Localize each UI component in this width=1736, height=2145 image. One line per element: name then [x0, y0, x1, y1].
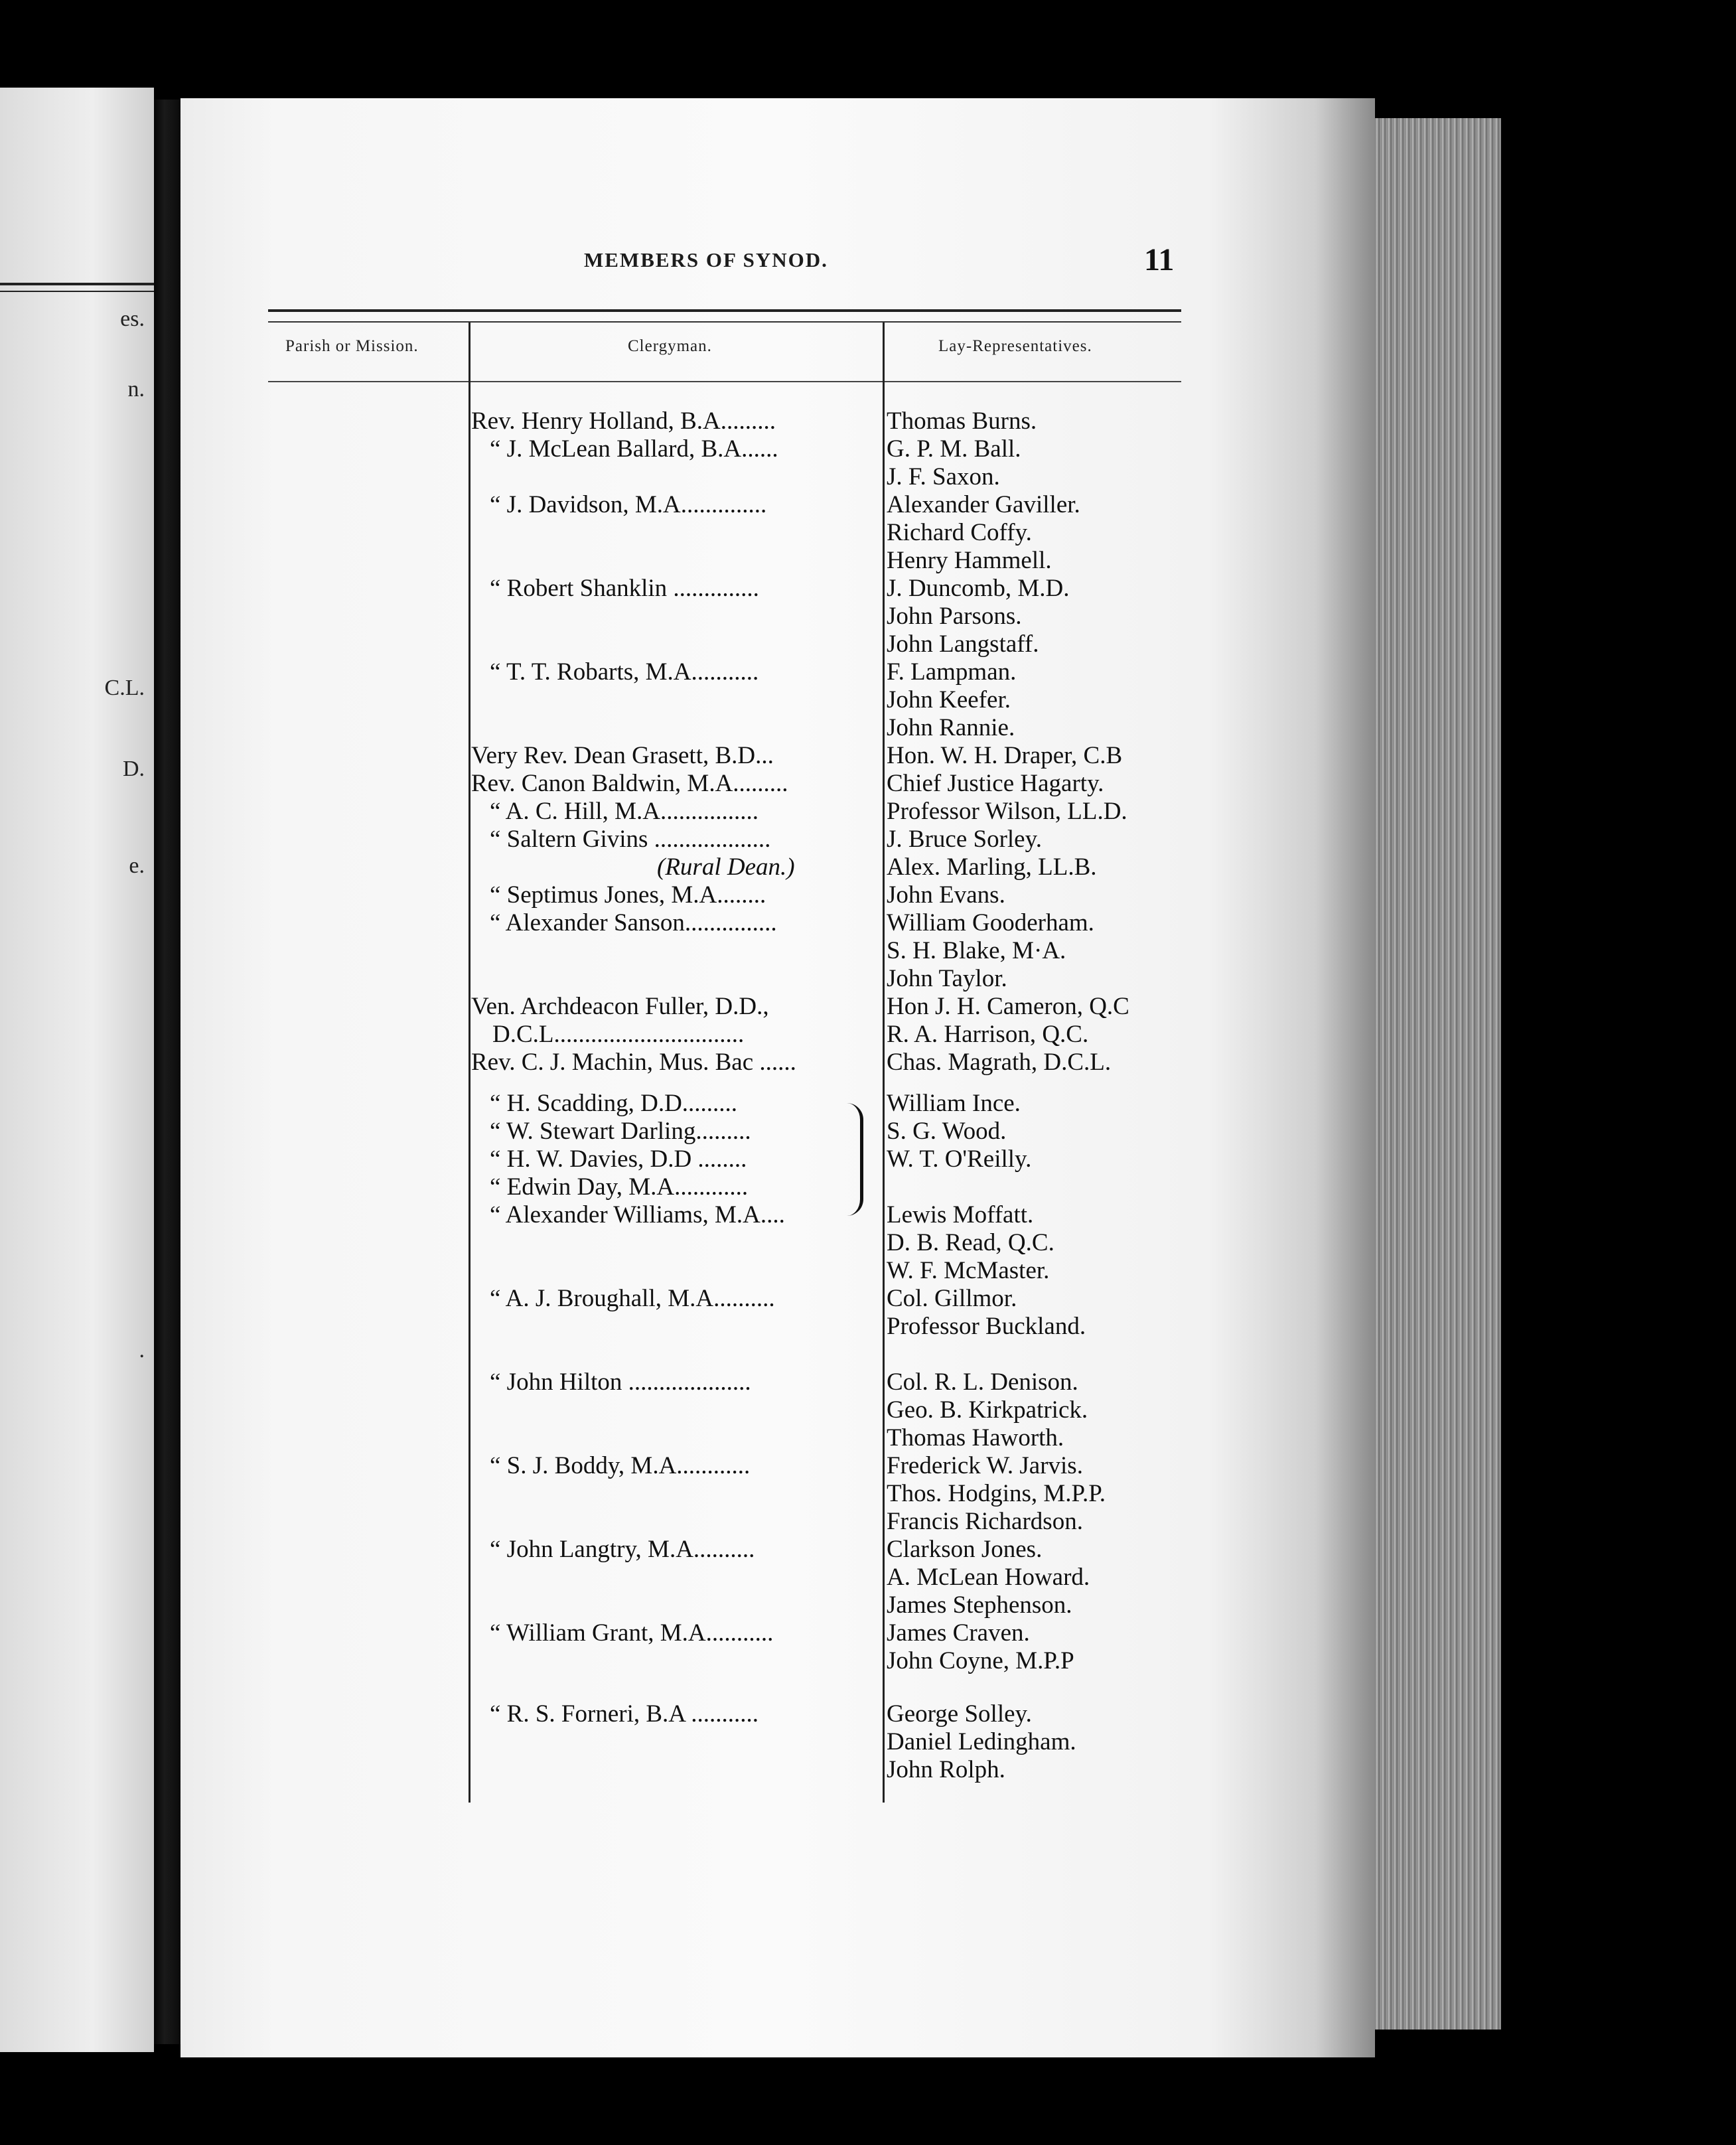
lay-representative-cell: Chas. Magrath, D.C.L. [887, 1049, 1112, 1076]
lay-representative-cell: Richard Coffy. [887, 519, 1032, 546]
facing-page-text: C.L. [104, 676, 145, 700]
facing-page-text: D. [122, 757, 145, 781]
lay-representative-cell: Clarkson Jones. [887, 1536, 1043, 1563]
clergy-cell: “ J. McLean Ballard, B.A...... [490, 435, 778, 463]
lay-representative-cell: S. G. Wood. [887, 1118, 1007, 1145]
lay-representative-cell: G. P. M. Ball. [887, 435, 1021, 463]
lay-representative-cell: Professor Buckland. [887, 1313, 1086, 1340]
lay-representative-cell: Alexander Gaviller. [887, 491, 1080, 518]
clergy-cell: “ A. C. Hill, M.A................ [490, 798, 759, 825]
clergy-cell: D.C.L............................... [492, 1021, 745, 1048]
column-header-clergy: Clergyman. [628, 337, 712, 355]
clergy-cell: “ H. W. Davies, D.D ........ [490, 1146, 747, 1173]
clergy-cell: “ William Grant, M.A........... [490, 1619, 774, 1647]
column-divider [883, 323, 885, 1803]
clergy-cell: “ Alexander Sanson............... [490, 909, 777, 936]
lay-representative-cell: D. B. Read, Q.C. [887, 1229, 1054, 1256]
clergy-cell: “ Alexander Williams, M.A.... [490, 1201, 785, 1228]
lay-representative-cell: Col. Gillmor. [887, 1285, 1017, 1312]
clergy-cell: “ H. Scadding, D.D......... [490, 1090, 738, 1117]
lay-representative-cell: Geo. B. Kirkpatrick. [887, 1396, 1088, 1424]
lay-representative-cell: John Rolph. [887, 1756, 1005, 1783]
page-number: 11 [1144, 242, 1175, 277]
lay-representative-cell: Col. R. L. Denison. [887, 1368, 1078, 1396]
lay-representative-cell: John Coyne, M.P.P [887, 1647, 1074, 1674]
clergy-cell: “ A. J. Broughall, M.A.......... [490, 1285, 775, 1312]
lay-representative-cell: J. Bruce Sorley. [887, 826, 1042, 853]
clergy-cell: “ John Langtry, M.A.......... [490, 1536, 755, 1563]
lay-representative-cell: Francis Richardson. [887, 1508, 1083, 1535]
facing-page-rule [0, 283, 154, 285]
facing-page-text: es. [120, 307, 145, 331]
lay-representative-cell: Daniel Ledingham. [887, 1728, 1076, 1755]
facing-page-rule [0, 291, 154, 292]
lay-representative-cell: Thomas Burns. [887, 407, 1037, 435]
header-double-rule [268, 309, 1181, 323]
lay-representative-cell: James Craven. [887, 1619, 1030, 1647]
clergy-cell: “ S. J. Boddy, M.A............ [490, 1452, 751, 1479]
lay-representative-cell: Hon J. H. Cameron, Q.C [887, 993, 1129, 1020]
clergy-cell: Ven. Archdeacon Fuller, D.D., [471, 993, 769, 1020]
facing-page-text: n. [127, 377, 145, 402]
lay-representative-cell: Lewis Moffatt. [887, 1201, 1034, 1228]
lay-representative-cell: John Keefer. [887, 686, 1011, 713]
lay-representative-cell: George Solley. [887, 1700, 1032, 1728]
lay-representative-cell: A. McLean Howard. [887, 1564, 1090, 1591]
lay-representative-cell: John Evans. [887, 881, 1005, 909]
lay-representative-cell: S. H. Blake, M·A. [887, 937, 1066, 964]
lay-representative-cell: Professor Wilson, LL.D. [887, 798, 1127, 825]
clergy-cell: Rev. Henry Holland, B.A......... [471, 407, 776, 435]
clergy-cell: “ Septimus Jones, M.A........ [490, 881, 766, 909]
clergy-cell: “ W. Stewart Darling......... [490, 1118, 751, 1145]
lay-representative-cell: Henry Hammell. [887, 547, 1052, 574]
book-page [181, 98, 1375, 2057]
clergy-cell: Rev. C. J. Machin, Mus. Bac ...... [471, 1049, 796, 1076]
lay-representative-cell: Hon. W. H. Draper, C.B [887, 742, 1123, 769]
page-edges [1375, 118, 1501, 2030]
lay-representative-cell: Thomas Haworth. [887, 1424, 1064, 1451]
lay-representative-cell: J. Duncomb, M.D. [887, 575, 1070, 602]
lay-representative-cell: John Rannie. [887, 714, 1015, 741]
lay-representative-cell: John Langstaff. [887, 630, 1039, 658]
clergy-cell: (Rural Dean.) [657, 853, 795, 881]
clergy-cell: “ Edwin Day, M.A............ [490, 1173, 749, 1201]
lay-representative-cell: F. Lampman. [887, 658, 1017, 686]
lay-representative-cell: William Ince. [887, 1090, 1021, 1117]
lay-representative-cell: John Taylor. [887, 965, 1007, 992]
column-header-lay: Lay-Representatives. [938, 337, 1092, 355]
clergy-cell: Rev. Canon Baldwin, M.A......... [471, 770, 788, 797]
lay-representative-cell: J. F. Saxon. [887, 463, 1000, 490]
clergy-cell: Very Rev. Dean Grasett, B.D... [471, 742, 774, 769]
clergy-cell: “ T. T. Robarts, M.A........... [490, 658, 759, 686]
lay-representative-cell: James Stephenson. [887, 1591, 1072, 1619]
facing-page-text: e. [129, 853, 145, 878]
clergy-cell: “ Saltern Givins ................... [490, 826, 771, 853]
book-gutter [154, 100, 181, 2044]
lay-representative-cell: W. T. O'Reilly. [887, 1146, 1032, 1173]
clergy-cell: “ J. Davidson, M.A.............. [490, 491, 767, 518]
lay-representative-cell: John Parsons. [887, 603, 1022, 630]
facing-page-text: . [139, 1338, 145, 1363]
column-header-rule [268, 381, 1181, 382]
lay-representative-cell: Alex. Marling, LL.B. [887, 853, 1097, 881]
lay-representative-cell: Frederick W. Jarvis. [887, 1452, 1083, 1479]
lay-representative-cell: R. A. Harrison, Q.C. [887, 1021, 1089, 1048]
lay-representative-cell: Thos. Hodgins, M.P.P. [887, 1480, 1106, 1507]
lay-representative-cell: W. F. McMaster. [887, 1257, 1050, 1284]
facing-page-fragment [0, 88, 154, 2052]
clergy-cell: “ John Hilton .................... [490, 1368, 751, 1396]
clergy-cell: “ R. S. Forneri, B.A ........... [490, 1700, 759, 1728]
lay-representative-cell: William Gooderham. [887, 909, 1094, 936]
lay-representative-cell: Chief Justice Hagarty. [887, 770, 1104, 797]
column-header-parish: Parish or Mission. [285, 337, 419, 355]
clergy-cell: “ Robert Shanklin .............. [490, 575, 759, 602]
column-divider [469, 323, 470, 1803]
running-title: MEMBERS OF SYNOD. [584, 248, 828, 271]
